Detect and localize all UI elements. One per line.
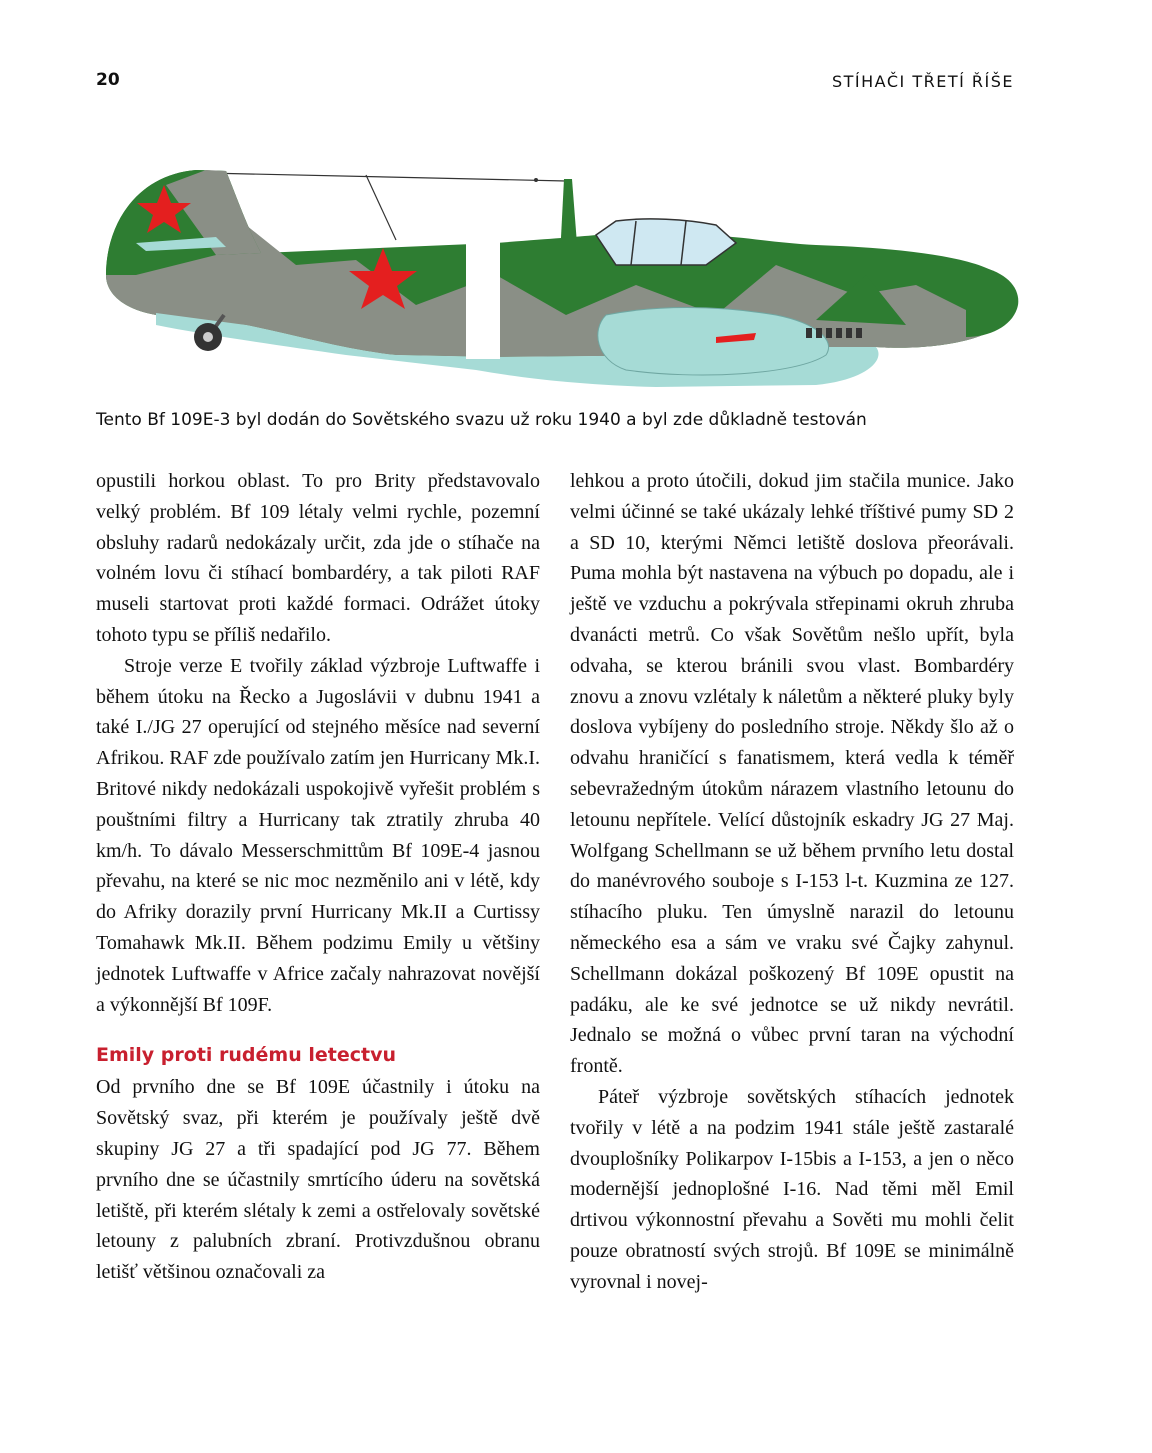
propeller-spinner [966,265,1018,337]
paragraph: opustili horkou oblast. To pro Brity představovalo velký problém. Bf 109 létaly velmi rychle, pozemní obsluhy radarů nedokázaly určit, zda jde o stíhače na volném lovu či stíhací bombardéry, a tak piloti RAF museli startovat proti každé formaci. Odrážet útoky tohoto typu se příliš nedařilo. [96,470,540,646]
paragraph: lehkou a proto útočili, dokud jim stačila munice. Jako velmi účinné se také ukázaly lehké tříštivé pumy SD 2 a SD 10, kterými Němci letiště doslova přeorávali. Puma mohla být nastavena na výbuch po dopadu, ale i ještě ve vzduchu a pokrývala střepinami okruh zhruba dvanácti metrů. Co však Sovětům nešlo upřít, byla odvaha, se kterou bránili svou vlast. Bombardéry znovu a znovu vzlétaly k náletům a některé pluky byly doslova vybíjeny do posledního stroje. Někdy šlo až o odvahu hraničící s fanatismem, která vedla k téměř sebevražedným útokům nárazem vlastního letounu do letounu nepřítele. Velící důstojník eskadry JG 27 Maj. Wolfgang Schellmann se už během prvního letu dostal do manévrového souboje s I-153 l-t. Kuzmina ze 127. stíhacího pluku. Ten úmyslně narazil do letounu německého esa a sám ve vraku své Čajky zahynul. Schellmann dokázal poškozený Bf 109E opustit na padáku, ale ke své jednotce se už nikdy nevrátil. Jednalo se možná o vůbec první taran na východní frontě. [570,470,1014,1078]
running-title: STÍHAČI TŘETÍ ŘÍŠE [832,72,1014,91]
identification-band [466,241,500,359]
paragraph: Stroje verze E tvořily základ výzbroje Luftwaffe i během útoku na Řecko a Jugoslávii v dubnu 1941 a také I./JG 27 operující od stejného měsíce nad severní Afrikou. RAF zde používalo zatím jen Hurricany Mk.I. Britové nikdy nedokázali uspokojivě vyřešit problém s pouštními filtry a Hurricany tak ztratily zhruba 40 km/h. To dávalo Messerschmittům Bf 109E-4 jasnou převahu, na které se nic moc nezměnilo ani v létě, kdy do Afriky dorazily první Hurricany Mk.II a Curtissy Tomahawk Mk.II. Během podzimu Emily u většiny jednotek Luftwaffe v Africe začaly nahrazovat novější a výkonnější Bf 109F. [96,654,540,1016]
cockpit-canopy [596,219,736,265]
page-number: 20 [96,70,120,90]
right-column [570,466,1014,1298]
paragraph: Páteř výzbroje sovětských stíhacích jednotek tvořily v létě a na podzim 1941 stále ještě zastaralé dvouplošníky Polikarpov I-15bis a I-153, a jen o něco modernější jednoplošné I-16. Nad těmi měl Emil drtivou výkonnostní převahu a Sověti mu mohli čelit pouze obratností svých strojů. Bf 109E se minimálně vyrovnal i novej- [570,1085,1014,1293]
antenna-wire [366,175,396,240]
aircraft-illustration [96,165,1026,395]
antenna-insulator [534,178,538,182]
section-heading: Emily proti rudému letectvu [96,1044,396,1067]
left-column [96,466,540,1288]
paragraph: Od prvního dne se Bf 109E účastnily i útoku na Sovětský svaz, při kterém je používaly ještě dvě skupiny JG 27 a tři spadající pod JG 77. Během prvního dne se účastnily smrtícího úderu na sovětská letiště, při kterém slétaly k zemi a ostřelovaly sovětské letouny z palubních zbraní. Protivzdušnou obranu letišť většinou označovali za [96,1076,540,1284]
figure-caption: Tento Bf 109E-3 byl dodán do Sovětského svazu už roku 1940 a byl zde důkladně testován [96,410,867,430]
antenna-wire [206,173,566,181]
tail-wheel-hub [203,332,213,342]
